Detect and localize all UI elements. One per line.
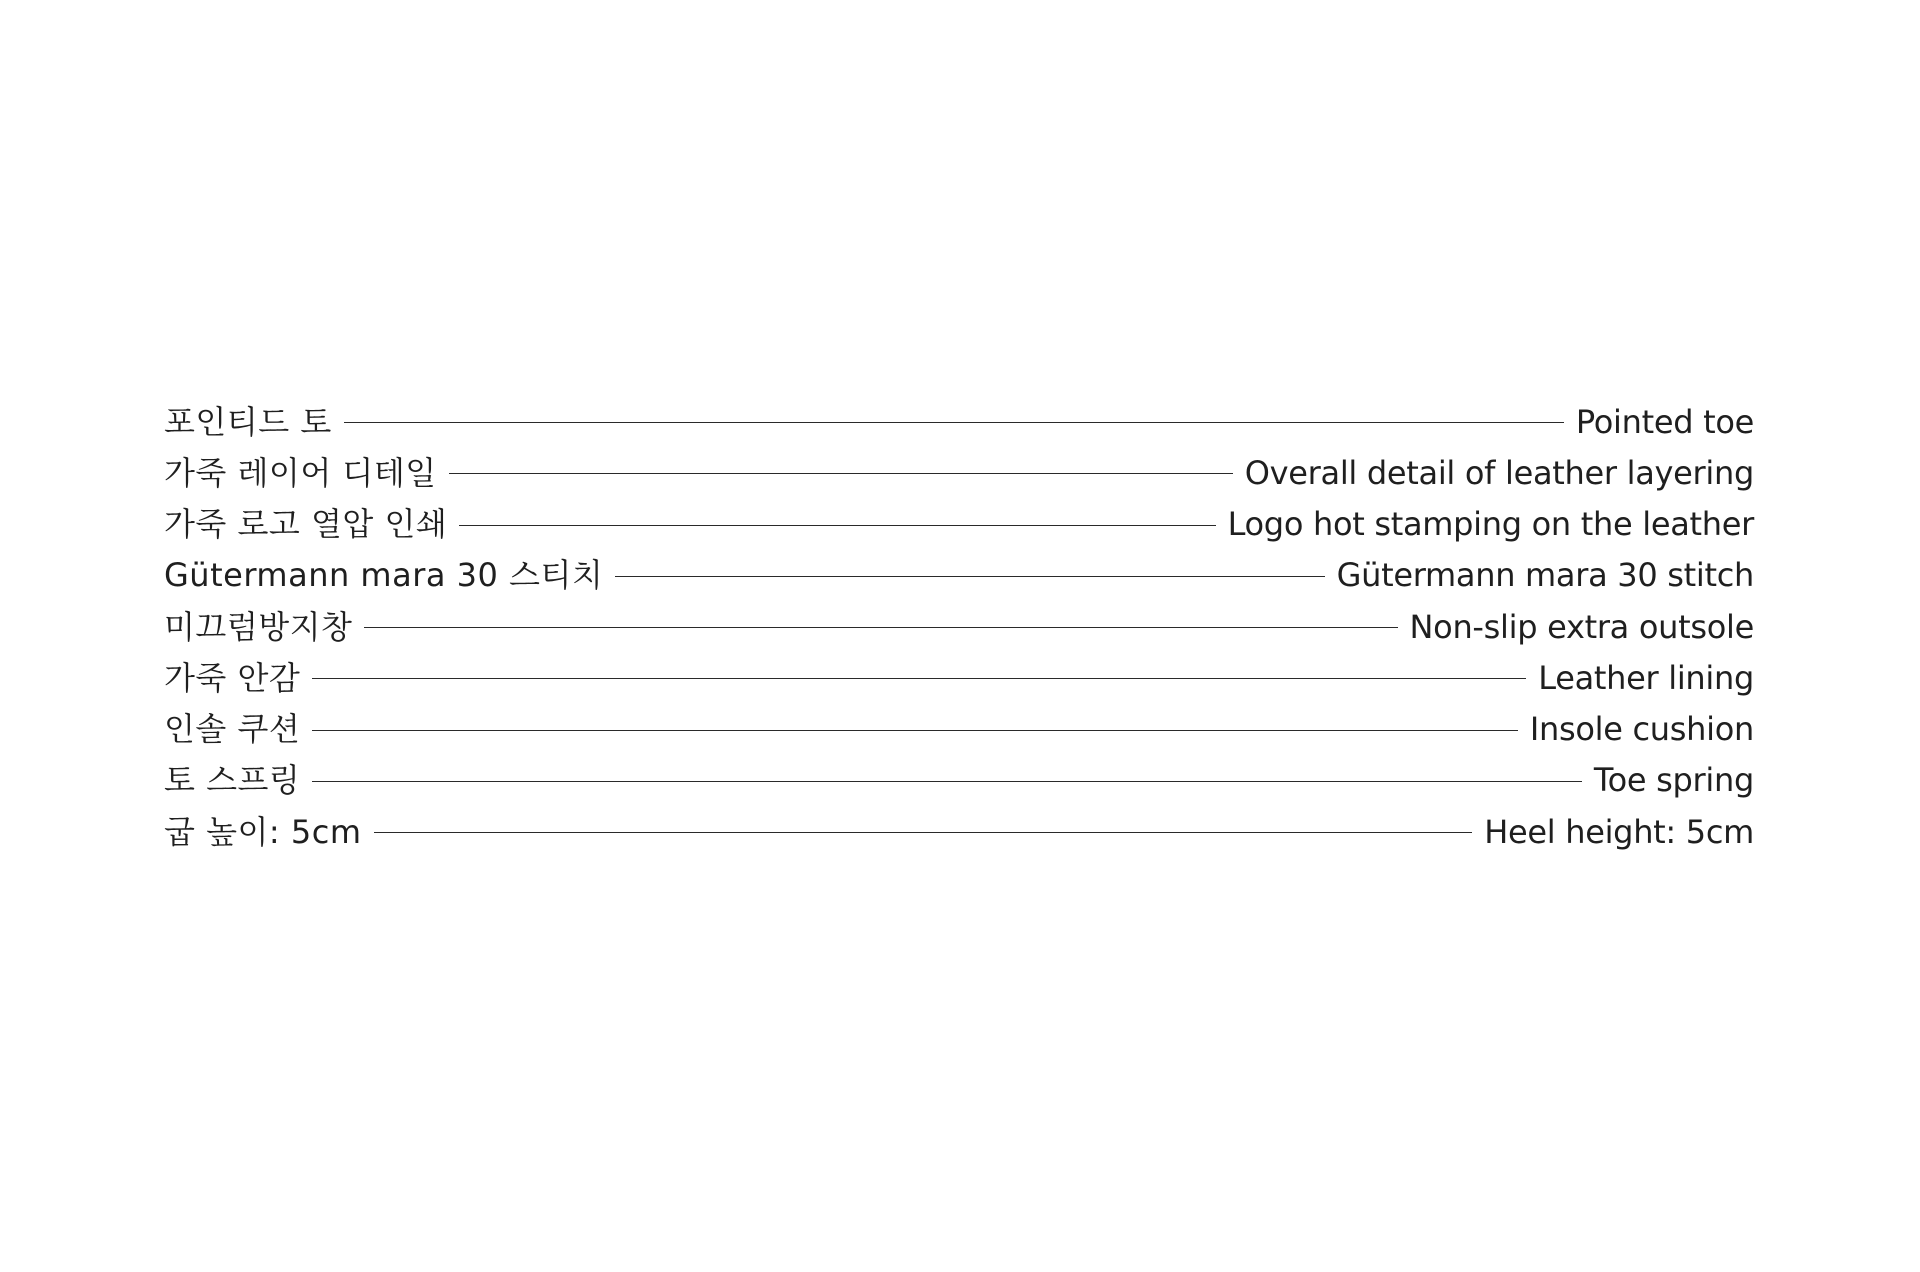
spec-label-english: Non-slip extra outsole bbox=[1409, 607, 1754, 646]
spec-row-heel-height bbox=[164, 806, 1754, 857]
leader-line bbox=[374, 832, 1473, 833]
leader-line bbox=[312, 678, 1526, 679]
spec-label-korean: 가죽 안감 bbox=[164, 658, 301, 697]
leader-line bbox=[312, 730, 1518, 731]
spec-row-toe-spring bbox=[164, 755, 1754, 806]
spec-label-korean: 토 스프링 bbox=[164, 761, 301, 800]
spec-label-english: Gütermann mara 30 stitch bbox=[1336, 556, 1754, 595]
spec-label-korean: 굽 높이: 5cm bbox=[164, 812, 362, 851]
spec-label-korean: 가죽 레이어 디테일 bbox=[164, 453, 437, 492]
spec-label-english: Toe spring bbox=[1593, 761, 1754, 800]
spec-label-english: Heel height: 5cm bbox=[1484, 812, 1754, 851]
spec-label-korean: 미끄럼방지창 bbox=[164, 607, 353, 646]
leader-line bbox=[312, 781, 1581, 782]
spec-label-english: Leather lining bbox=[1538, 658, 1754, 697]
spec-label-english: Logo hot stamping on the leather bbox=[1227, 505, 1754, 544]
leader-line bbox=[459, 525, 1215, 526]
spec-list bbox=[164, 396, 1754, 857]
spec-row-leather-layering bbox=[164, 447, 1754, 498]
spec-row-non-slip-outsole bbox=[164, 601, 1754, 652]
spec-label-english: Insole cushion bbox=[1529, 710, 1754, 749]
spec-row-insole-cushion bbox=[164, 704, 1754, 755]
spec-label-korean: 인솔 쿠션 bbox=[164, 710, 301, 749]
spec-row-stitch bbox=[164, 550, 1754, 601]
leader-line bbox=[615, 576, 1324, 577]
spec-row-pointed-toe bbox=[164, 396, 1754, 447]
spec-label-english: Overall detail of leather layering bbox=[1244, 453, 1754, 492]
spec-label-korean: 가죽 로고 열압 인쇄 bbox=[164, 505, 448, 544]
leader-line bbox=[344, 422, 1564, 423]
spec-label-korean: Gütermann mara 30 스티치 bbox=[164, 556, 604, 595]
leader-line bbox=[364, 627, 1397, 628]
leader-line bbox=[449, 473, 1233, 474]
spec-row-leather-lining bbox=[164, 652, 1754, 703]
spec-label-english: Pointed toe bbox=[1575, 402, 1754, 441]
spec-label-korean: 포인티드 토 bbox=[164, 402, 332, 441]
spec-row-logo-hot-stamping bbox=[164, 499, 1754, 550]
